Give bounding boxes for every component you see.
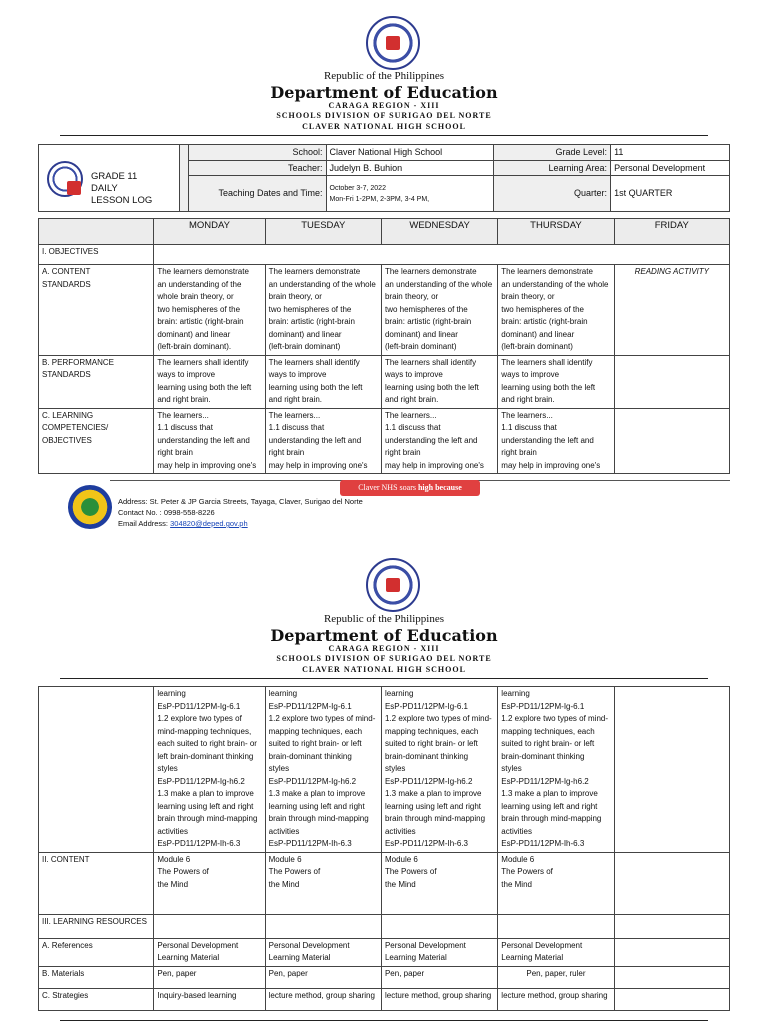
department-heading: Department of Education (270, 83, 498, 102)
teacher-value: Judelyn B. Buhion (326, 160, 494, 176)
day-header-tuesday: TUESDAY (265, 219, 381, 245)
objectives-section-label: I. OBJECTIVES (39, 245, 154, 265)
dates-line1: October 3-7, 2022 (329, 184, 386, 192)
objectives-section-blank (154, 245, 730, 265)
day-header-monday: MONDAY (154, 219, 265, 245)
quarter-value: 1st QUARTER (611, 176, 730, 212)
competencies-label: C. LEARNING COMPETENCIES/ OBJECTIVES (39, 408, 154, 474)
continuation-monday: learning EsP-PD11/12PM-Ig-6.1 1.2 explore two types of mind-mapping techniques, each suited to right brain- or left brain-dominant thinking styles EsP-PD11/12PM-Ig-h6.2 1.3 make a plan to improve learning using left and right brain through mind-mapping activities EsP-PD11/12PM-Ih-6.3 (154, 687, 265, 853)
day-header-thursday: THURSDAY (498, 219, 614, 245)
materials-friday (614, 966, 729, 988)
content-standards-friday: READING ACTIVITY (614, 265, 729, 356)
content-standards-label: A. CONTENT STANDARDS (39, 265, 154, 356)
republic-heading: Republic of the Philippines (323, 70, 445, 82)
strategies-thursday: lecture method, group sharing (498, 988, 614, 1010)
performance-standards-wednesday: The learners shall identify ways to improve learning using both the left and right brain. (381, 355, 497, 408)
strategies-tuesday: lecture method, group sharing (265, 988, 381, 1010)
department-heading-page2: Department of Education (270, 626, 498, 645)
materials-label: B. Materials (39, 966, 154, 988)
grade-logo-cell (39, 145, 180, 212)
dates-value (326, 176, 494, 212)
deped-seal-top (366, 16, 420, 70)
materials-tuesday: Pen, paper (265, 966, 381, 988)
grade-level-label: Grade Level: (494, 145, 611, 161)
learning-area-label: Learning Area: (494, 160, 611, 176)
dates-label: Teaching Dates and Time: (189, 176, 326, 212)
info-table (38, 144, 730, 212)
strategies-wednesday: lecture method, group sharing (381, 988, 497, 1010)
content-wednesday: Module 6 The Powers of the Mind (381, 852, 497, 914)
learning-area-value: Personal Development (611, 160, 730, 176)
performance-standards-monday: The learners shall identify ways to improve learning using both the left and right brain. (154, 355, 265, 408)
school-logo-icon (68, 485, 112, 529)
day-header-friday: FRIDAY (614, 219, 729, 245)
day-header-blank (39, 219, 154, 245)
materials-wednesday: Pen, paper (381, 966, 497, 988)
continuation-thursday: learning EsP-PD11/12PM-Ig-6.1 1.2 explore two types of mind- mapping techniques, each suited to right brain- or left brain-dominant thinking styles EsP-PD11/12PM-Ig-h6.2 1.3 make a plan to improve learning using left and right brain through mind-mapping activities EsP-PD11/12PM-Ih-6.3 (498, 687, 614, 853)
references-wednesday: Personal Development Learning Material (381, 938, 497, 966)
deped-seal-small (47, 161, 83, 197)
blank-shaded-cell (180, 145, 189, 212)
resources-blank-5 (614, 914, 729, 938)
motto-text-part1: Claver NHS soars (358, 483, 418, 492)
continuation-label (39, 687, 154, 853)
dates-line2: Mon-Fri 1-2PM, 2-3PM, 3-4 PM, (329, 195, 430, 203)
day-header-wednesday: WEDNESDAY (381, 219, 497, 245)
school-value: Claver National High School (326, 145, 494, 161)
resources-section-label: III. LEARNING RESOURCES (39, 914, 154, 938)
content-standards-monday: The learners demonstrate an understanding of the whole brain theory, or two hemispheres of the brain: artistic (right-brain dominant) and linear (left-brain dominant). (154, 265, 265, 356)
materials-thursday: Pen, paper, ruler (498, 966, 614, 988)
performance-standards-thursday: The learners shall identify ways to improve learning using both the left and right brain. (498, 355, 614, 408)
header-divider-page2 (60, 678, 708, 679)
republic-heading-page2: Republic of the Philippines (323, 613, 445, 625)
strategies-label: C. Strategies (39, 988, 154, 1010)
content-section-label: II. CONTENT (39, 852, 154, 914)
quarter-label: Quarter: (494, 176, 611, 212)
references-monday: Personal Development Learning Material (154, 938, 265, 966)
footer-email-label: Email Address: (118, 519, 171, 528)
references-thursday: Personal Development Learning Material (498, 938, 614, 966)
lesson-log-title: LESSON LOG (91, 195, 153, 206)
teacher-label: Teacher: (189, 160, 326, 176)
competencies-tuesday: The learners... 1.1 discuss that understanding the left and right brain may help in improving one's (265, 408, 381, 474)
school-heading: CLAVER NATIONAL HIGH SCHOOL (302, 122, 466, 131)
motto-text-part2: high because (417, 483, 462, 492)
content-thursday: Module 6 The Powers of the Mind (498, 852, 614, 914)
continuation-friday (614, 687, 729, 853)
content-friday (614, 852, 729, 914)
deped-seal-page2 (366, 558, 420, 612)
competencies-friday (614, 408, 729, 474)
resources-blank-1 (154, 914, 265, 938)
lesson-table-page2 (38, 686, 730, 1011)
division-heading-page2: SCHOOLS DIVISION OF SURIGAO DEL NORTE (276, 654, 492, 663)
grade-title: GRADE 11 (91, 171, 138, 182)
daily-title: DAILY (91, 183, 118, 194)
grade-level-value: 11 (611, 145, 730, 161)
competencies-thursday: The learners... 1.1 discuss that understanding the left and right brain may help in improving one's (498, 408, 614, 474)
content-standards-wednesday: The learners demonstrate an understanding of the whole brain theory, or two hemispheres of the brain: artistic (right-brain dominant) and linear (left-brain dominant) (381, 265, 497, 356)
content-standards-tuesday: The learners demonstrate an understanding of the whole brain theory, or two hemispheres of the brain: artistic (right-brain dominant) and linear (left-brain dominant) (265, 265, 381, 356)
references-label: A. References (39, 938, 154, 966)
region-heading-page2: CARAGA REGION - XIII (328, 644, 440, 653)
motto-badge (340, 480, 480, 496)
materials-monday: Pen, paper (154, 966, 265, 988)
resources-blank-3 (381, 914, 497, 938)
school-label: School: (189, 145, 326, 161)
continuation-tuesday: learning EsP-PD11/12PM-Ig-6.1 1.2 explore two types of mind- mapping techniques, each suited to right brain- or left brain-dominant thinking styles EsP-PD11/12PM-Ig-h6.2 1.3 make a plan to improve learning using left and right brain through mind-mapping activities EsP-PD11/12PM-Ih-6.3 (265, 687, 381, 853)
footer-email-link[interactable]: 304820@deped.gov.ph (170, 519, 248, 528)
references-friday (614, 938, 729, 966)
performance-standards-friday (614, 355, 729, 408)
continuation-wednesday: learning EsP-PD11/12PM-Ig-6.1 1.2 explore two types of mind- mapping techniques, each suited to right brain- or left brain-dominant thinking styles EsP-PD11/12PM-Ig-h6.2 1.3 make a plan to improve learning using left and right brain through mind-mapping activities EsP-PD11/12PM-Ih-6.3 (381, 687, 497, 853)
footer-address: Address: St. Peter & JP Garcia Streets, Tayaga, Claver, Surigao del Norte (118, 497, 363, 506)
resources-blank-2 (265, 914, 381, 938)
region-heading: CARAGA REGION - XIII (328, 101, 440, 110)
content-tuesday: Module 6 The Powers of the Mind (265, 852, 381, 914)
page2-bottom-divider (60, 1020, 708, 1021)
performance-standards-tuesday: The learners shall identify ways to improve learning using both the left and right brain. (265, 355, 381, 408)
lesson-table-page1 (38, 218, 730, 474)
footer-contact: Contact No. : 0998-558-8226 (118, 508, 215, 517)
school-heading-page2: CLAVER NATIONAL HIGH SCHOOL (302, 665, 466, 674)
strategies-friday (614, 988, 729, 1010)
footer-email-line (118, 518, 363, 529)
content-standards-thursday: The learners demonstrate an understanding of the whole brain theory, or two hemispheres of the brain: artistic (right-brain dominant) and linear (left-brain dominant) (498, 265, 614, 356)
header-divider (60, 135, 708, 136)
references-tuesday: Personal Development Learning Material (265, 938, 381, 966)
strategies-monday: Inquiry-based learning (154, 988, 265, 1010)
footer-address-block (118, 496, 363, 529)
resources-blank-4 (498, 914, 614, 938)
content-monday: Module 6 The Powers of the Mind (154, 852, 265, 914)
competencies-wednesday: The learners... 1.1 discuss that understanding the left and right brain may help in improving one's (381, 408, 497, 474)
performance-standards-label: B. PERFORMANCE STANDARDS (39, 355, 154, 408)
division-heading: SCHOOLS DIVISION OF SURIGAO DEL NORTE (276, 111, 492, 120)
competencies-monday: The learners... 1.1 discuss that understanding the left and right brain may help in improving one's (154, 408, 265, 474)
